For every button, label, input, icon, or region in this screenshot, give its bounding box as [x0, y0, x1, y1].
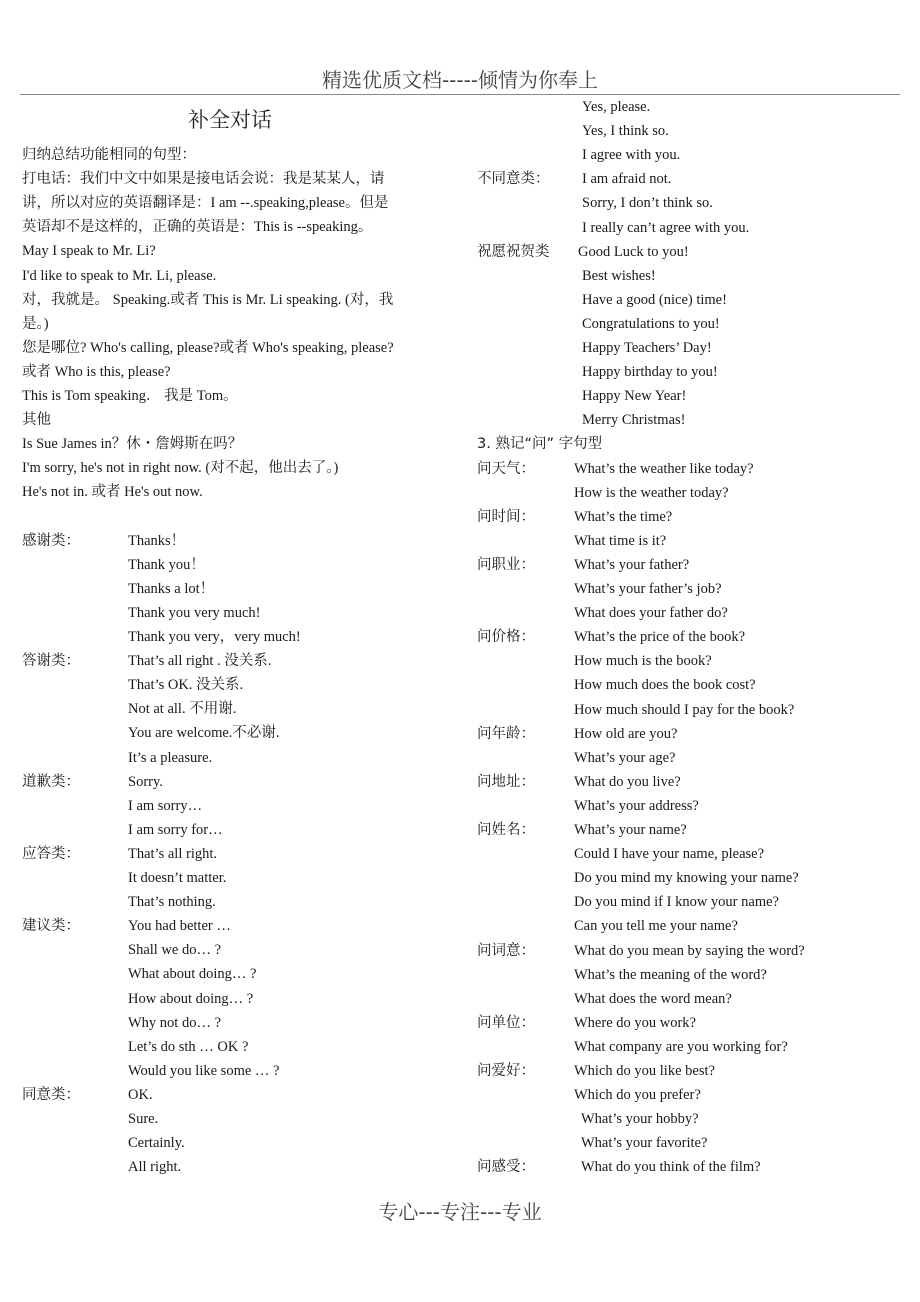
phrase-item: Thanks a lot！ — [128, 580, 215, 597]
phrase-item: Have a good (nice) time! — [582, 291, 727, 308]
group-label: 问地址： — [477, 773, 535, 790]
question-item: What’s the price of the book? — [574, 629, 746, 646]
group-label: 感谢类： — [22, 532, 80, 549]
phrase-item: Happy Teachers’ Day! — [582, 340, 712, 356]
phrase-item: I agree with you. — [582, 147, 681, 164]
intro-line: He's not in. 或者 He's out now. — [22, 484, 203, 501]
intro-line: 英语却不是这样的，正确的英语是：This is --speaking。 — [22, 219, 373, 236]
phrase-item: Would you like some … ? — [128, 1062, 280, 1079]
group-label: 问价格： — [477, 629, 535, 646]
phrase-item: Thank you very，very much! — [128, 629, 301, 645]
page-header: 精选优质文档-----倾情为你奉上 — [321, 68, 599, 92]
question-item: What’s your father? — [574, 556, 690, 573]
phrase-item: Sure. — [128, 1111, 159, 1127]
question-item: What’s your name? — [574, 822, 687, 838]
group-label: 问职业： — [477, 556, 535, 573]
question-item: What do you think of the film? — [574, 1159, 761, 1176]
group-label: 不同意类： — [477, 171, 550, 188]
group-label: 问天气： — [477, 460, 535, 477]
phrase-item: I am sorry for… — [128, 821, 223, 838]
phrase-item: Good Luck to you! — [578, 243, 689, 260]
question-item: Do you mind if I know your name? — [574, 894, 779, 911]
phrase-item: Best wishes! — [582, 267, 656, 284]
phrase-item: Let’s do sth … OK ? — [128, 1038, 249, 1055]
intro-line: 对，我就是。 Speaking.或者 This is Mr. Li speaking. (对，我 — [22, 291, 394, 308]
question-item: What company are you working for? — [574, 1038, 788, 1055]
phrase-item: Thank you！ — [128, 556, 205, 573]
group-label: 问时间： — [477, 508, 535, 525]
phrase-item: It’s a pleasure. — [128, 749, 213, 766]
group-label: 建议类： — [22, 918, 80, 935]
phrase-item: Thanks！ — [128, 532, 186, 549]
question-item: How old are you? — [574, 725, 678, 742]
question-item: Where do you work? — [574, 1014, 696, 1031]
group-label: 答谢类： — [22, 653, 80, 670]
header-rule — [20, 94, 900, 95]
question-item: What’s your favorite? — [574, 1135, 708, 1152]
group-label: 问爱好： — [477, 1063, 535, 1079]
phrase-item: Yes, please. — [582, 99, 651, 115]
phrase-item: That’s OK. 没关系. — [128, 677, 244, 694]
group-label: 道歉类： — [22, 773, 80, 790]
question-item: How much should I pay for the book? — [574, 701, 795, 718]
phrase-item: It doesn’t matter. — [128, 870, 227, 886]
phrase-item: Shall we do… ? — [128, 942, 222, 959]
intro-line: 其他 — [22, 412, 51, 429]
phrase-item: Merry Christmas! — [582, 412, 686, 429]
intro-line: 是。) — [22, 315, 49, 332]
phrase-item: You are welcome.不必谢. — [128, 725, 280, 742]
intro-line: I'm sorry, he's not in right now. (对不起，他出去了。) — [22, 460, 339, 477]
phrase-item: All right. — [128, 1159, 182, 1176]
phrase-item: Certainly. — [128, 1135, 185, 1152]
group-label: 问单位： — [477, 1014, 535, 1031]
group-label: 祝愿祝贺类 — [477, 243, 550, 260]
question-item: What’s your age? — [574, 749, 676, 766]
intro-line: May I speak to Mr. Li? — [22, 243, 156, 260]
section-heading: 3. 熟记“问” 字句型 — [477, 436, 603, 453]
question-item: How much is the book? — [574, 653, 712, 670]
phrase-item: How about doing… ? — [128, 990, 254, 1007]
group-label: 问感受： — [477, 1159, 535, 1176]
phrase-item: Happy New Year! — [582, 388, 687, 405]
intro-line: I'd like to speak to Mr. Li, please. — [22, 267, 217, 284]
question-item: How is the weather today? — [574, 484, 729, 501]
question-item: What’s the meaning of the word? — [574, 966, 767, 983]
phrase-item: What about doing… ? — [128, 966, 257, 983]
phrase-item: OK. — [128, 1086, 153, 1103]
intro-line: This is Tom speaking． 我是 Tom。 — [22, 388, 238, 404]
group-label: 同意类： — [22, 1086, 80, 1103]
question-item: What does your father do? — [574, 605, 728, 622]
question-item: What’s your address? — [574, 797, 699, 814]
phrase-item: I really can’t agree with you. — [582, 219, 750, 236]
page-footer: 专心---专注---专业 — [378, 1200, 542, 1224]
question-item: What time is it? — [574, 532, 667, 549]
phrase-item: I am afraid not. — [582, 171, 672, 188]
intro-line: 或者 Who is this, please? — [22, 363, 171, 380]
phrase-item: That’s all right . 没关系. — [128, 653, 272, 670]
intro-line: 归纳总结功能相同的句型： — [22, 147, 196, 163]
question-item: How much does the book cost? — [574, 677, 756, 694]
phrase-item: Happy birthday to you! — [582, 364, 718, 381]
phrase-item: Thank you very much! — [128, 604, 261, 621]
group-label: 问姓名： — [477, 822, 535, 838]
question-item: What’s the time? — [574, 508, 673, 525]
phrase-item: That’s nothing. — [128, 894, 216, 911]
intro-line: 讲，所以对应的英语翻译是：I am --.speaking,please。但是 — [22, 195, 389, 212]
question-item: Which do you prefer? — [574, 1087, 701, 1104]
phrase-item: That’s all right. — [128, 845, 217, 862]
question-item: What’s your hobby? — [574, 1111, 699, 1128]
group-label: 问年龄： — [477, 725, 535, 742]
question-item: What do you live? — [574, 773, 681, 790]
question-item: Do you mind my knowing your name? — [574, 870, 799, 887]
intro-line: 您是哪位? Who's calling, please?或者 Who's speaking, please? — [22, 339, 394, 356]
phrase-item: Congratulations to you! — [582, 315, 720, 332]
question-item: What does the word mean? — [574, 990, 732, 1007]
phrase-item: Sorry, I don’t think so. — [582, 195, 713, 212]
question-item: What’s the weather like today? — [574, 460, 754, 477]
question-item: Which do you like best? — [574, 1063, 715, 1079]
group-label: 问词意： — [477, 942, 535, 959]
phrase-item: You had better … — [128, 918, 231, 935]
phrase-item: Sorry. — [128, 773, 163, 790]
question-item: Could I have your name, please? — [574, 846, 765, 863]
question-item: Can you tell me your name? — [574, 918, 738, 935]
group-label: 应答类： — [22, 845, 80, 862]
phrase-item: I am sorry… — [128, 797, 203, 814]
phrase-item: Why not do… ? — [128, 1014, 222, 1031]
page-title: 补全对话 — [188, 108, 272, 132]
intro-line: 打电话：我们中文中如果是接电话会说：我是某某人，请 — [22, 171, 385, 188]
question-item: What do you mean by saying the word? — [574, 942, 805, 959]
intro-line: Is Sue James in？休・詹姆斯在吗？ — [22, 436, 243, 453]
phrase-item: Yes, I think so. — [582, 123, 669, 140]
question-item: What’s your father’s job? — [574, 581, 722, 597]
phrase-item: Not at all. 不用谢. — [128, 701, 237, 718]
